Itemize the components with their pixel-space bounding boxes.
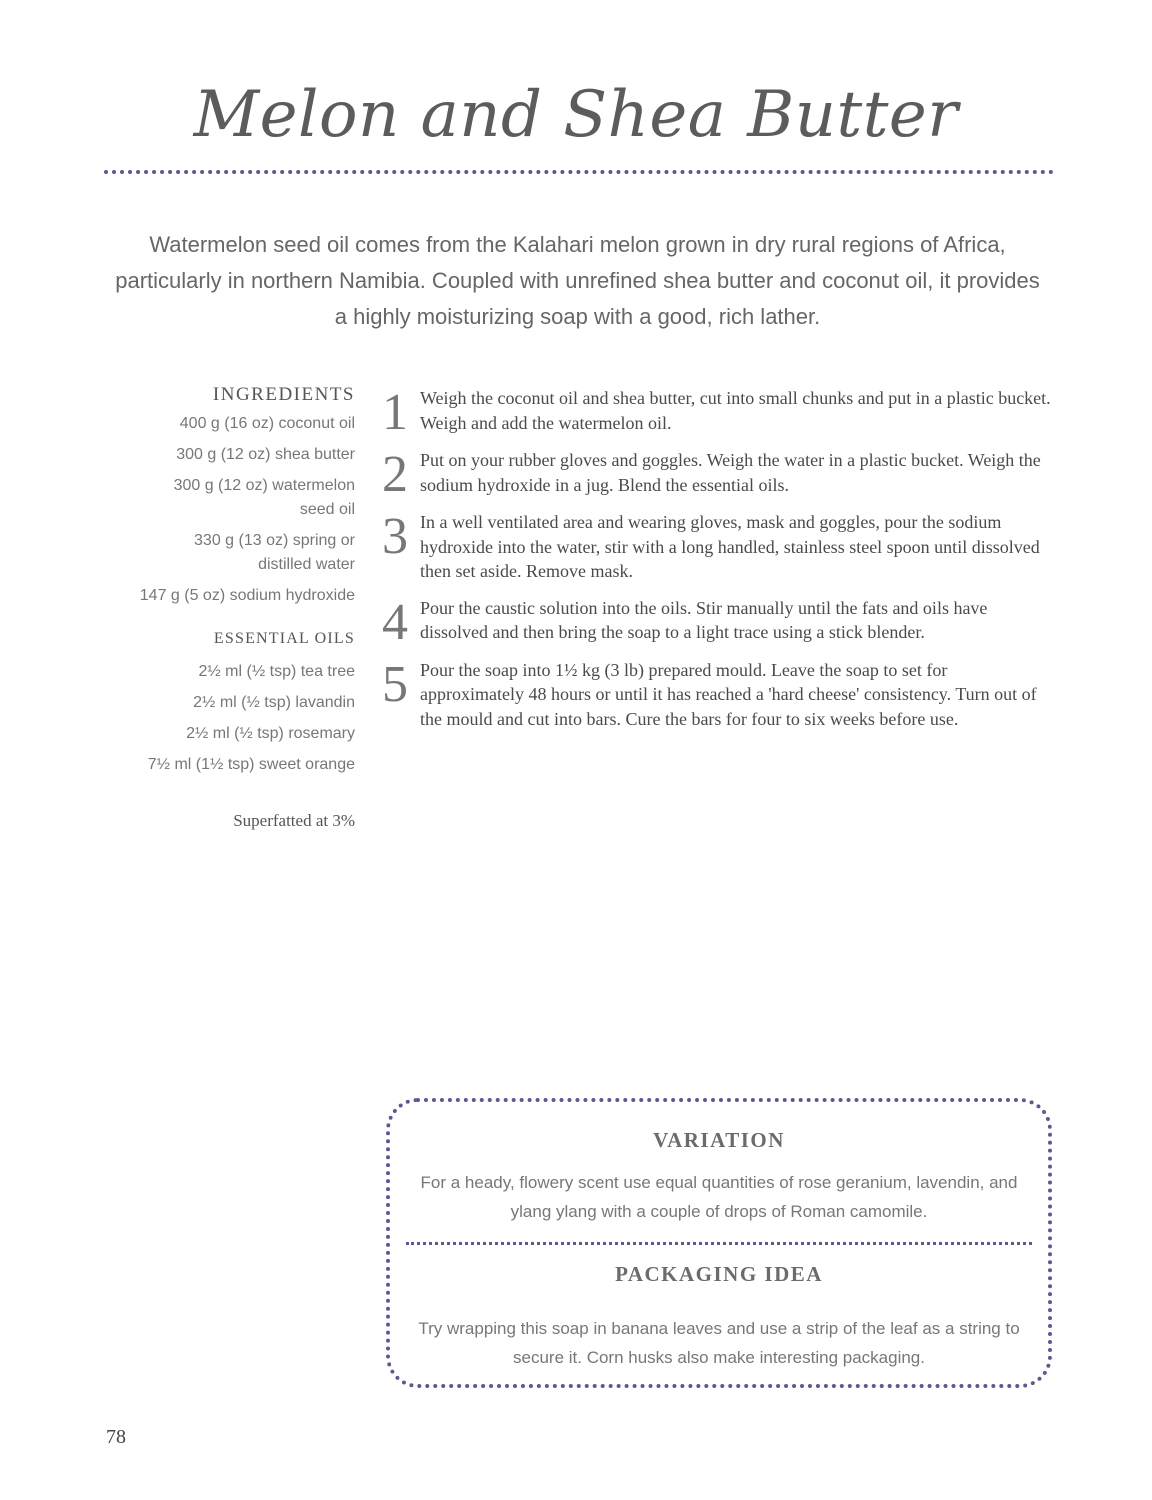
step-text: In a well ventilated area and wearing gloves, mask and goggles, pour the sodium hydroxide into the water, stir with a long handled, stainless steel spoon until dissolved then set aside. Remove mask. xyxy=(420,512,1040,581)
intro-paragraph: Watermelon seed oil comes from the Kalahari melon grown in dry rural regions of Africa, particularly in northern Namibia. Coupled with unrefined shea butter and coconut oil, it provides a highly moisturizing soap with a good, rich lather. xyxy=(115,232,1040,329)
title-divider xyxy=(104,170,1054,174)
ingredients-column xyxy=(80,384,355,831)
step-number: 2 xyxy=(382,446,408,503)
ingredient-item: 300 g (12 oz) watermelon seed oil xyxy=(173,477,355,518)
essential-oil-item: 2½ ml (½ tsp) rosemary xyxy=(186,725,355,742)
ingredients-list xyxy=(80,412,355,608)
step-number: 3 xyxy=(382,508,408,565)
step-item xyxy=(382,384,1052,441)
essential-oil-item: 2½ ml (½ tsp) tea tree xyxy=(198,663,355,680)
packaging-heading: PACKAGING IDEA xyxy=(615,1262,823,1286)
method-steps xyxy=(382,386,1052,743)
ingredient-item: 300 g (12 oz) shea butter xyxy=(176,446,355,463)
step-item xyxy=(382,446,1052,503)
step-number: 1 xyxy=(382,384,408,441)
page-title: Melon and Shea Butter xyxy=(193,78,959,152)
superfat-note: Superfatted at 3% xyxy=(233,811,355,830)
ingredients-heading: INGREDIENTS xyxy=(212,384,355,405)
essential-oils-list xyxy=(80,660,355,777)
step-number: 5 xyxy=(382,655,408,713)
variation-text: For a heady, flowery scent use equal quantities of rose geranium, lavendin, and ylang ylang with a couple of drops of Roman camomile. xyxy=(420,1173,1018,1221)
packaging-text: Try wrapping this soap in banana leaves and use a strip of the leaf as a string to secure it. Corn husks also make interesting packaging. xyxy=(418,1319,1020,1367)
ingredient-item: 330 g (13 oz) spring or distilled water xyxy=(194,532,355,573)
essential-oils-heading: ESSENTIAL OILS xyxy=(213,630,355,647)
essential-oil-item: 2½ ml (½ tsp) lavandin xyxy=(193,694,355,711)
step-item xyxy=(382,655,1052,732)
step-number: 4 xyxy=(382,593,408,651)
step-text: Pour the soap into 1½ kg (3 lb) prepared mould. Leave the soap to set for approximately 48 hours or until it has reached a 'hard cheese' consistency. Turn out of the mould and cut into bars. Cure the bars for four to six weeks before use. xyxy=(420,659,1037,729)
step-item xyxy=(382,510,1052,584)
variation-heading: VARIATION xyxy=(653,1128,785,1152)
ingredient-item: 147 g (5 oz) sodium hydroxide xyxy=(139,587,355,604)
box-divider xyxy=(406,1242,1032,1245)
step-item xyxy=(382,593,1052,651)
step-text: Weigh the coconut oil and shea butter, cut into small chunks and put in a plastic bucket. Weigh and add the watermelon oil. xyxy=(420,388,1051,433)
ingredient-item: 400 g (16 oz) coconut oil xyxy=(179,415,355,432)
page-number: 78 xyxy=(106,1426,126,1448)
essential-oil-item: 7½ ml (1½ tsp) sweet orange xyxy=(147,756,355,773)
step-text: Put on your rubber gloves and goggles. Weigh the water in a plastic bucket. Weigh the sodium hydroxide in a jug. Blend the essential oils. xyxy=(420,450,1041,495)
tips-box xyxy=(386,1098,1052,1388)
step-text: Pour the caustic solution into the oils. Stir manually until the fats and oils have dissolved and then bring the soap to a light trace using a stick blender. xyxy=(420,597,988,642)
